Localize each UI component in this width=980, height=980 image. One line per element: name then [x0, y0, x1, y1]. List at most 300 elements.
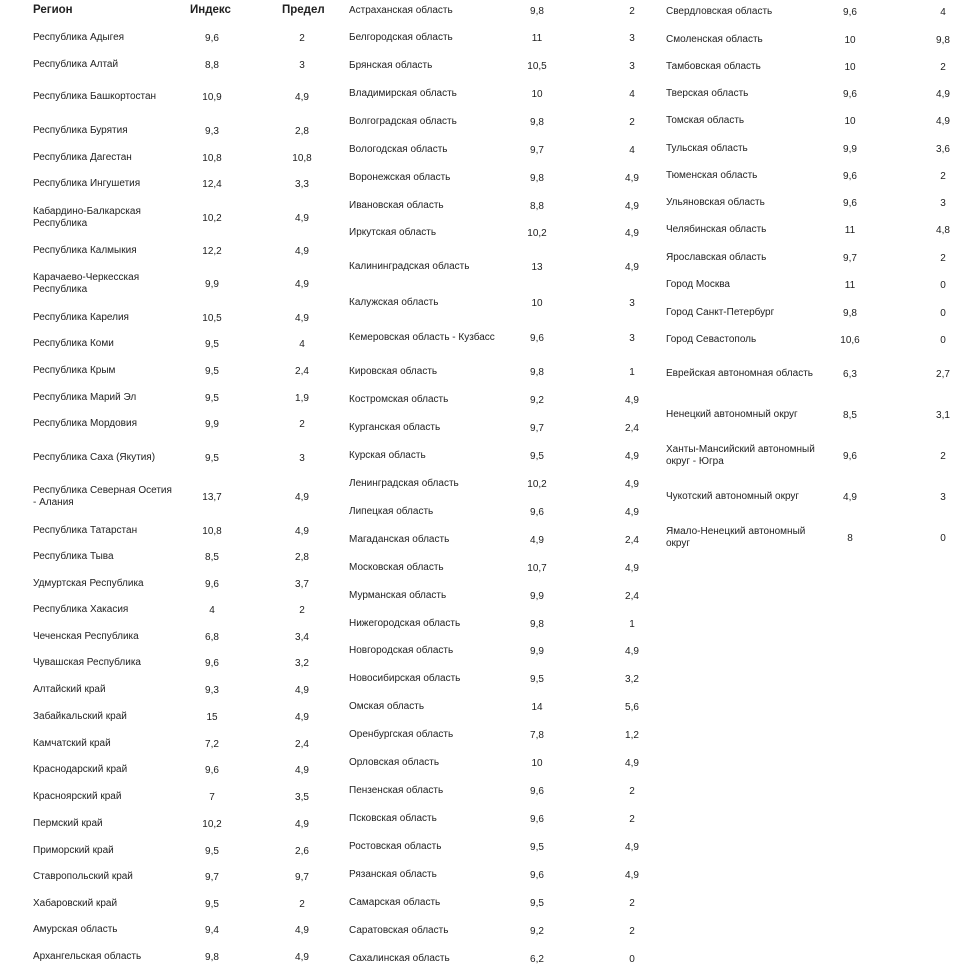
header-region: Регион [33, 4, 73, 16]
table-row [655, 162, 980, 190]
table-row [335, 289, 655, 317]
limit-value: 4,9 [625, 645, 639, 657]
index-value: 8,8 [205, 59, 219, 71]
index-value: 9,6 [530, 332, 544, 344]
region-name: Пензенская область [349, 784, 444, 796]
table-row [0, 649, 335, 677]
region-name: Республика Карелия [33, 311, 129, 323]
header-limit: Предел [282, 4, 325, 16]
table-row [0, 676, 335, 704]
table-row [335, 324, 655, 352]
region-name: Республика Северная Осетия - Алания [33, 484, 172, 508]
index-value: 4 [209, 604, 215, 616]
table-row [0, 890, 335, 918]
limit-value: 4,9 [295, 278, 309, 290]
region-name: Республика Алтай [33, 58, 119, 70]
limit-value: 2,4 [625, 422, 639, 434]
table-row [655, 0, 980, 26]
limit-value: 4,9 [625, 478, 639, 490]
index-value: 9,6 [843, 170, 857, 182]
index-value: 10,2 [527, 478, 547, 490]
limit-value: 2 [299, 898, 305, 910]
table-row [335, 945, 655, 973]
index-value: 9,6 [530, 869, 544, 881]
limit-value: 3,3 [295, 178, 309, 190]
index-value: 9,5 [530, 841, 544, 853]
table-row [655, 360, 980, 388]
index-value: 13 [531, 261, 543, 273]
table-row [655, 26, 980, 54]
region-name: Республика Дагестан [33, 151, 132, 163]
limit-value: 3 [629, 32, 635, 44]
table-row [335, 498, 655, 526]
table-row [0, 623, 335, 651]
index-value: 9,5 [530, 450, 544, 462]
limit-value: 2 [940, 61, 946, 73]
limit-value: 2 [940, 170, 946, 182]
region-name: Кемеровская область - Кузбасс [349, 331, 495, 343]
table-row [335, 253, 655, 281]
region-name: Новгородская область [349, 644, 454, 656]
limit-value: 3,6 [936, 143, 950, 155]
region-name: Свердловская область [666, 5, 773, 17]
index-value: 9,8 [530, 618, 544, 630]
limit-value: 3 [940, 491, 946, 503]
index-value: 11 [531, 32, 543, 44]
limit-value: 4,9 [625, 450, 639, 462]
table-row [655, 271, 980, 299]
region-name: Город Севастополь [666, 333, 757, 345]
region-name: Брянская область [349, 59, 433, 71]
table-row [0, 837, 335, 865]
region-name: Алтайский край [33, 683, 106, 695]
table-row [335, 777, 655, 805]
region-name: Рязанская область [349, 868, 437, 880]
index-value: 7 [209, 791, 215, 803]
table-row [655, 107, 980, 135]
table-row [655, 244, 980, 272]
table-row [0, 444, 335, 472]
region-name: Ямало-Ненецкий автономный округ [666, 525, 806, 549]
index-value: 9,6 [843, 88, 857, 100]
limit-value: 4,9 [625, 172, 639, 184]
limit-value: 2,7 [936, 368, 950, 380]
table-row [335, 833, 655, 861]
region-name: Тульская область [666, 142, 748, 154]
index-value: 10,8 [202, 525, 222, 537]
index-value: 9,2 [530, 394, 544, 406]
region-name: Волгоградская область [349, 115, 457, 127]
limit-value: 3 [629, 60, 635, 72]
limit-value: 2 [299, 32, 305, 44]
table-row [0, 943, 335, 971]
region-name: Камчатский край [33, 737, 111, 749]
limit-value: 4,9 [625, 506, 639, 518]
region-name: Республика Башкортостан [33, 90, 157, 102]
limit-value: 2,4 [295, 365, 309, 377]
table-row [655, 216, 980, 244]
index-value: 10 [531, 297, 543, 309]
limit-value: 1,9 [295, 392, 309, 404]
limit-value: 2 [629, 813, 635, 825]
table-row [0, 237, 335, 265]
limit-value: 4,9 [295, 525, 309, 537]
table-row [335, 470, 655, 498]
index-value: 10 [531, 88, 543, 100]
limit-value: 4,9 [625, 261, 639, 273]
limit-value: 9,7 [295, 871, 309, 883]
limit-value: 3 [299, 452, 305, 464]
index-value: 9,6 [205, 578, 219, 590]
limit-value: 2,6 [295, 845, 309, 857]
table-row [0, 24, 335, 52]
limit-value: 2,4 [625, 534, 639, 546]
limit-value: 2 [629, 897, 635, 909]
region-name: Липецкая область [349, 505, 434, 517]
table-row [335, 386, 655, 414]
limit-value: 0 [629, 953, 635, 965]
index-value: 9,8 [530, 172, 544, 184]
limit-value: 2 [629, 785, 635, 797]
table-row [335, 861, 655, 889]
limit-value: 4 [629, 144, 635, 156]
limit-value: 1,2 [625, 729, 639, 741]
limit-value: 3,2 [625, 673, 639, 685]
index-value: 9,3 [205, 125, 219, 137]
index-value: 9,9 [205, 278, 219, 290]
region-name: Республика Адыгея [33, 31, 125, 43]
index-value: 10 [844, 61, 856, 73]
region-name: Оренбургская область [349, 728, 454, 740]
table-row [655, 80, 980, 108]
index-value: 9,7 [530, 422, 544, 434]
index-value: 9,9 [530, 645, 544, 657]
region-name: Курская область [349, 449, 426, 461]
region-name: Курганская область [349, 421, 441, 433]
region-name: Смоленская область [666, 33, 763, 45]
region-name: Амурская область [33, 923, 118, 935]
limit-value: 4 [299, 338, 305, 350]
index-value: 10,8 [202, 152, 222, 164]
region-name: Томская область [666, 114, 745, 126]
index-value: 8 [847, 532, 853, 544]
index-value: 13,7 [202, 491, 222, 503]
table-row [0, 863, 335, 891]
index-value: 9,7 [530, 144, 544, 156]
region-name: Республика Хакасия [33, 603, 129, 615]
region-name: Республика Бурятия [33, 124, 128, 136]
index-value: 9,9 [843, 143, 857, 155]
region-name: Республика Крым [33, 364, 116, 376]
table-row [0, 330, 335, 358]
limit-value: 4,9 [625, 227, 639, 239]
table-row [335, 665, 655, 693]
table-row [0, 596, 335, 624]
index-value: 6,3 [843, 368, 857, 380]
limit-value: 4,9 [295, 212, 309, 224]
limit-value: 4,9 [295, 491, 309, 503]
table-row [0, 304, 335, 332]
region-name: Саратовская область [349, 924, 449, 936]
region-name: Ленинградская область [349, 477, 459, 489]
limit-value: 4,9 [625, 869, 639, 881]
limit-value: 1 [629, 618, 635, 630]
table-row [655, 53, 980, 81]
index-value: 9,8 [530, 366, 544, 378]
index-value: 15 [206, 711, 218, 723]
region-name: Костромская область [349, 393, 449, 405]
region-name: Архангельская область [33, 950, 142, 962]
region-name: Ростовская область [349, 840, 442, 852]
limit-value: 4,9 [936, 115, 950, 127]
table-row [655, 299, 980, 327]
table-row [335, 721, 655, 749]
table-row [0, 810, 335, 838]
region-name: Удмуртская Республика [33, 577, 144, 589]
index-value: 9,5 [205, 392, 219, 404]
limit-value: 3,7 [295, 578, 309, 590]
index-value: 11 [844, 224, 856, 236]
region-name: Ульяновская область [666, 196, 765, 208]
table-row [335, 749, 655, 777]
region-name: Владимирская область [349, 87, 457, 99]
region-name: Хабаровский край [33, 897, 118, 909]
index-value: 12,2 [202, 245, 222, 257]
region-name: Тверская область [666, 87, 749, 99]
index-value: 9,8 [205, 951, 219, 963]
table-row [0, 756, 335, 784]
region-name: Карачаево-Черкесская Республика [33, 271, 140, 295]
index-value: 9,5 [530, 673, 544, 685]
table-row [335, 637, 655, 665]
index-value: 4,9 [843, 491, 857, 503]
limit-value: 9,8 [936, 34, 950, 46]
region-name: Калужская область [349, 296, 439, 308]
limit-value: 0 [940, 532, 946, 544]
index-value: 9,7 [205, 871, 219, 883]
table-row [335, 192, 655, 220]
index-value: 9,6 [530, 506, 544, 518]
table-row [655, 483, 980, 511]
index-value: 9,6 [205, 32, 219, 44]
limit-value: 4,9 [625, 841, 639, 853]
index-value: 10,7 [527, 562, 547, 574]
limit-value: 2 [940, 252, 946, 264]
table-row [0, 703, 335, 731]
region-name: Ивановская область [349, 199, 444, 211]
region-name: Мурманская область [349, 589, 447, 601]
table-row [0, 51, 335, 79]
limit-value: 4,9 [625, 562, 639, 574]
index-value: 9,9 [530, 590, 544, 602]
limit-value: 2 [629, 5, 635, 17]
index-value: 9,6 [843, 450, 857, 462]
table-row [0, 144, 335, 172]
limit-value: 4,9 [625, 200, 639, 212]
limit-value: 3,4 [295, 631, 309, 643]
limit-value: 3,1 [936, 409, 950, 421]
region-name: Пермский край [33, 817, 103, 829]
table-row [0, 270, 335, 298]
region-name: Астраханская область [349, 4, 453, 16]
index-value: 8,5 [843, 409, 857, 421]
region-name: Ставропольский край [33, 870, 133, 882]
index-value: 9,6 [530, 785, 544, 797]
table-row [655, 401, 980, 429]
region-name: Республика Татарстан [33, 524, 138, 536]
index-value: 9,8 [530, 5, 544, 17]
limit-value: 4 [629, 88, 635, 100]
table-row [655, 524, 980, 552]
index-value: 14 [531, 701, 543, 713]
index-value: 10 [844, 115, 856, 127]
limit-value: 3,5 [295, 791, 309, 803]
index-value: 10,2 [202, 212, 222, 224]
table-row [335, 164, 655, 192]
region-name: Кировская область [349, 365, 438, 377]
index-value: 9,8 [843, 307, 857, 319]
index-value: 10 [844, 34, 856, 46]
index-value: 9,9 [205, 418, 219, 430]
region-name: Город Москва [666, 278, 730, 290]
region-name: Республика Ингушетия [33, 177, 141, 189]
region-name: Сахалинская область [349, 952, 450, 964]
index-value: 9,6 [205, 764, 219, 776]
table-row [335, 24, 655, 52]
table-row [0, 570, 335, 598]
limit-value: 1 [629, 366, 635, 378]
table-row [335, 0, 655, 25]
table-row [0, 483, 335, 511]
limit-value: 10,8 [292, 152, 312, 164]
index-value: 10,2 [527, 227, 547, 239]
limit-value: 3 [629, 332, 635, 344]
limit-value: 4,9 [295, 711, 309, 723]
table-row [0, 357, 335, 385]
table-row [0, 204, 335, 232]
limit-value: 5,6 [625, 701, 639, 713]
index-value: 9,5 [205, 338, 219, 350]
region-name: Калининградская область [349, 260, 470, 272]
region-name: Приморский край [33, 844, 114, 856]
index-value: 8,5 [205, 551, 219, 563]
region-name: Московская область [349, 561, 444, 573]
table-row [0, 730, 335, 758]
region-name: Тамбовская область [666, 60, 761, 72]
index-value: 9,3 [205, 684, 219, 696]
table-row [335, 52, 655, 80]
table-row [655, 135, 980, 163]
region-name: Республика Тыва [33, 550, 114, 562]
limit-value: 4,9 [295, 818, 309, 830]
limit-value: 2 [299, 604, 305, 616]
index-value: 9,5 [205, 365, 219, 377]
limit-value: 4,9 [625, 394, 639, 406]
index-value: 9,4 [205, 924, 219, 936]
table-row [335, 136, 655, 164]
index-value: 9,8 [530, 116, 544, 128]
region-name: Орловская область [349, 756, 440, 768]
region-name: Иркутская область [349, 226, 437, 238]
index-value: 10,9 [202, 91, 222, 103]
limit-value: 2 [299, 418, 305, 430]
table-row [655, 442, 980, 470]
limit-value: 3,2 [295, 657, 309, 669]
index-value: 9,6 [205, 657, 219, 669]
region-name: Вологодская область [349, 143, 448, 155]
limit-value: 2 [629, 116, 635, 128]
table-row [335, 917, 655, 945]
table-row [0, 916, 335, 944]
region-name: Красноярский край [33, 790, 122, 802]
table-row [335, 80, 655, 108]
index-value: 7,2 [205, 738, 219, 750]
region-name: Ненецкий автономный округ [666, 408, 798, 420]
region-name: Ханты-Мансийский автономный округ - Югра [666, 443, 815, 467]
region-name: Республика Коми [33, 337, 114, 349]
table-row [335, 554, 655, 582]
limit-value: 4,9 [295, 924, 309, 936]
region-name: Челябинская область [666, 223, 767, 235]
index-value: 9,6 [843, 6, 857, 18]
table-header [0, 2, 335, 20]
limit-value: 3 [629, 297, 635, 309]
table-row [335, 526, 655, 554]
table-row [335, 693, 655, 721]
index-value: 6,2 [530, 953, 544, 965]
limit-value: 0 [940, 279, 946, 291]
limit-value: 2,8 [295, 125, 309, 137]
region-name: Республика Калмыкия [33, 244, 137, 256]
header-index: Индекс [190, 4, 231, 16]
table-row [655, 189, 980, 217]
limit-value: 4,9 [295, 764, 309, 776]
limit-value: 4,8 [936, 224, 950, 236]
index-value: 9,5 [205, 898, 219, 910]
region-name: Воронежская область [349, 171, 451, 183]
table-row [335, 442, 655, 470]
region-name: Кабардино-Балкарская Республика [33, 205, 141, 229]
index-value: 10,5 [202, 312, 222, 324]
region-name: Город Санкт-Петербург [666, 306, 775, 318]
index-value: 8,8 [530, 200, 544, 212]
region-name: Чувашская Республика [33, 656, 141, 668]
index-value: 7,8 [530, 729, 544, 741]
limit-value: 2,8 [295, 551, 309, 563]
index-value: 9,6 [843, 197, 857, 209]
region-name: Омская область [349, 700, 425, 712]
index-value: 9,5 [205, 452, 219, 464]
limit-value: 2,4 [295, 738, 309, 750]
limit-value: 2 [629, 925, 635, 937]
region-name: Республика Саха (Якутия) [33, 451, 156, 463]
table-row [0, 517, 335, 545]
index-value: 10,5 [527, 60, 547, 72]
index-value: 10 [531, 757, 543, 769]
table-row [655, 326, 980, 354]
region-name: Самарская область [349, 896, 441, 908]
limit-value: 2,4 [625, 590, 639, 602]
region-name: Чукотский автономный округ [666, 490, 800, 502]
limit-value: 3 [299, 59, 305, 71]
limit-value: 4,9 [936, 88, 950, 100]
table-row [335, 414, 655, 442]
limit-value: 0 [940, 307, 946, 319]
region-name: Новосибирская область [349, 672, 461, 684]
index-value: 9,7 [843, 252, 857, 264]
index-value: 12,4 [202, 178, 222, 190]
table-row [335, 358, 655, 386]
